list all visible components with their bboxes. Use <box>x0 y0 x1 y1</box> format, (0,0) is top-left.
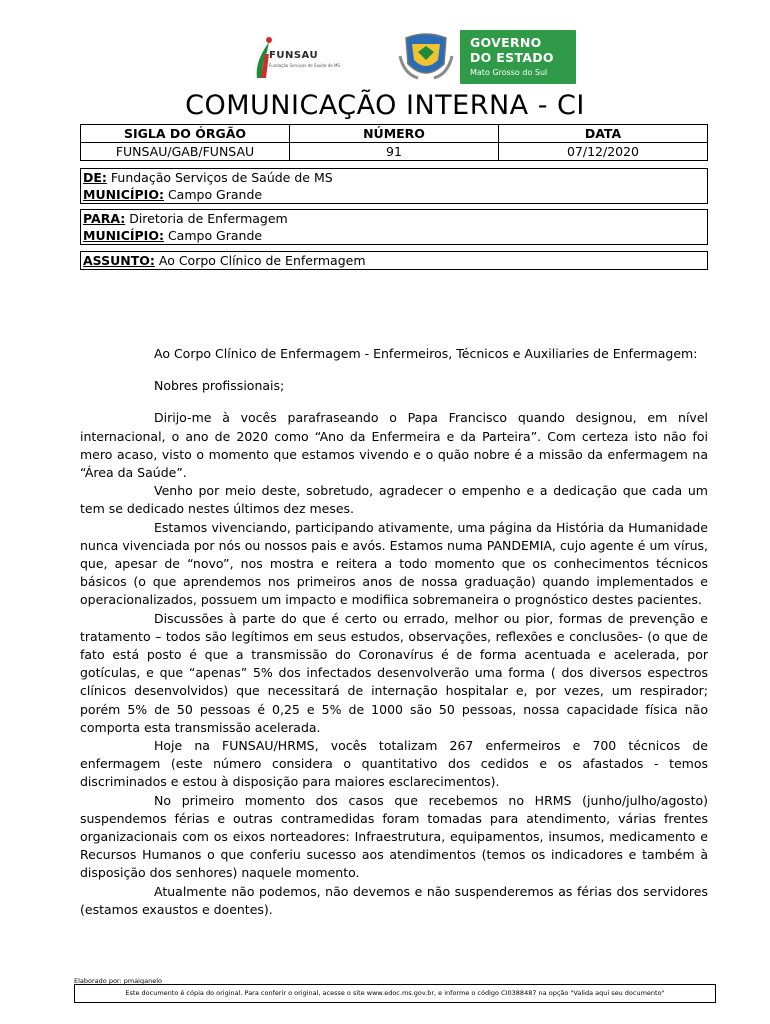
funsau-logo-subtext: Fundação Serviços de Saúde de MS <box>269 63 340 68</box>
gov-logo-line1: GOVERNO <box>470 35 542 50</box>
recipient-line <box>81 210 707 227</box>
header-table <box>80 124 708 161</box>
para-label: PARA: <box>83 211 126 226</box>
sender-municipio-line <box>81 186 707 203</box>
sender-line <box>81 169 707 186</box>
subject-line <box>81 252 707 269</box>
numero-value: 91 <box>290 143 499 161</box>
document-title: COMUNICAÇÃO INTERNA - CI <box>185 90 585 121</box>
state-government-logo <box>460 30 576 84</box>
greeting-paragraph: Nobres profissionais; <box>154 378 285 394</box>
recipient-box <box>80 209 708 245</box>
subject-box <box>80 251 708 270</box>
assunto-label: ASSUNTO: <box>83 253 155 268</box>
para-value: Diretoria de Enfermagem <box>125 211 288 226</box>
header-table-labels <box>81 125 708 143</box>
body-paragraph-4: Discussões à parte do que é certo ou errado, melhor ou pior, formas de prevenção e tratamento – todos são legítimos em seus estudos, observações, reflexões e conclusões- (o que de fato está posto é que a transmissão do Coronavírus é de forma acentuada e acelerada, por gotículas, e que “apenas” 5% dos infectados desenvolverão uma forma ( dos diversos espectros clínicos desenvolvidos) que necessitará de internação hospitalar e, por vezes, um respirador; porém 5% de 50 pessoas é 0,25 e 5% de 1000 são 50 pessoas, nossa capacidade física não comporta esta transmissão acelerada. <box>80 610 708 735</box>
recipient-municipio-line <box>81 227 707 244</box>
salutation-paragraph: Ao Corpo Clínico de Enfermagem - Enfermeiros, Técnicos e Auxiliaries de Enfermagem: <box>154 346 698 361</box>
elaborado-por: Elaborado por: pmaiganelo <box>74 977 162 985</box>
gov-logo-line2: DO ESTADO <box>470 50 554 65</box>
sigla-label: SIGLA DO ÓRGÃO <box>81 125 290 143</box>
data-label: DATA <box>499 125 708 143</box>
body-paragraph-1: Dirijo-me à vocês parafraseando o Papa Francisco quando designou, em nível internacional, o ano de 2020 como “Ano da Enfermeira e da Parteira”. Com certeza isto não foi mero acaso, visto o momento que estamos vivendo e o quão nobre é a missão da enfermagem na “Área da Saúde”. <box>80 410 708 481</box>
body-paragraph-5: Hoje na FUNSAU/HRMS, vocês totalizam 267 enfermeiros e 700 técnicos de enfermagem (este número considera o quantitativo dos cedidos e os afastados - temos discriminados e estou à disposição para maiores esclarecimentos). <box>80 738 708 790</box>
assunto-value: Ao Corpo Clínico de Enfermagem <box>154 253 366 268</box>
letter-body <box>80 345 708 919</box>
header-logos <box>0 28 770 90</box>
de-value: Fundação Serviços de Saúde de MS <box>106 170 333 185</box>
recipient-municipio-label: MUNICÍPIO: <box>83 228 164 243</box>
body-paragraph-2: Venho por meio deste, sobretudo, agradecer o empenho e a dedicação que cada um tem se dedicado nestes últimos dez meses. <box>80 483 708 517</box>
sender-municipio-value: Campo Grande <box>163 187 263 202</box>
sender-municipio-label: MUNICÍPIO: <box>83 187 164 202</box>
numero-label: NÚMERO <box>290 125 499 143</box>
recipient-municipio-value: Campo Grande <box>163 228 263 243</box>
gov-logo-line3: Mato Grosso do Sul <box>470 68 548 77</box>
footer-validation-note: Este documento é cópia do original. Para conferir o original, acesse o site www.edoc.ms.gov.br, e informe o código CI0388487 na opção "Valida aqui seu documento" <box>74 984 716 1003</box>
sigla-value: FUNSAU/GAB/FUNSAU <box>81 143 290 161</box>
body-paragraph-7: Atualmente não podemos, não devemos e não suspenderemos as férias dos servidores (estamos exaustos e doentes). <box>80 883 708 917</box>
body-paragraph-3: Estamos vivenciando, participando ativamente, uma página da História da Humanidade nunca vivenciada por nós ou nossos pais e avós. Estamos numa PANDEMIA, cujo agente é um vírus, que, apesar de “novo”, nos mostra e reitera a todo momento que os conhecimentos técnicos básicos (o que aprendemos nos primeiros anos de nossa graduação) quando implementados e operacionalizados, possuem um impacto e modifiica sobremaneira o prognóstico destes pacientes. <box>80 519 708 608</box>
funsau-logo-text: FUNSAU <box>269 50 319 61</box>
data-value: 07/12/2020 <box>499 143 708 161</box>
sender-box <box>80 168 708 204</box>
de-label: DE: <box>83 170 107 185</box>
header-table-values <box>81 143 708 161</box>
body-paragraph-6: No primeiro momento dos casos que recebemos no HRMS (junho/julho/agosto) suspendemos férias e outras contramedidas foram tomadas para atendimento, várias frentes organizacionais com os eixos norteadores: Infraestrutura, equipamentos, insumos, medicamento e Recursos Humanos o que conferiu sucesso aos atendimentos (temos os indicadores e também à disposição dos senhores) naquele momento. <box>80 792 708 881</box>
state-coat-of-arms-icon <box>398 30 454 84</box>
